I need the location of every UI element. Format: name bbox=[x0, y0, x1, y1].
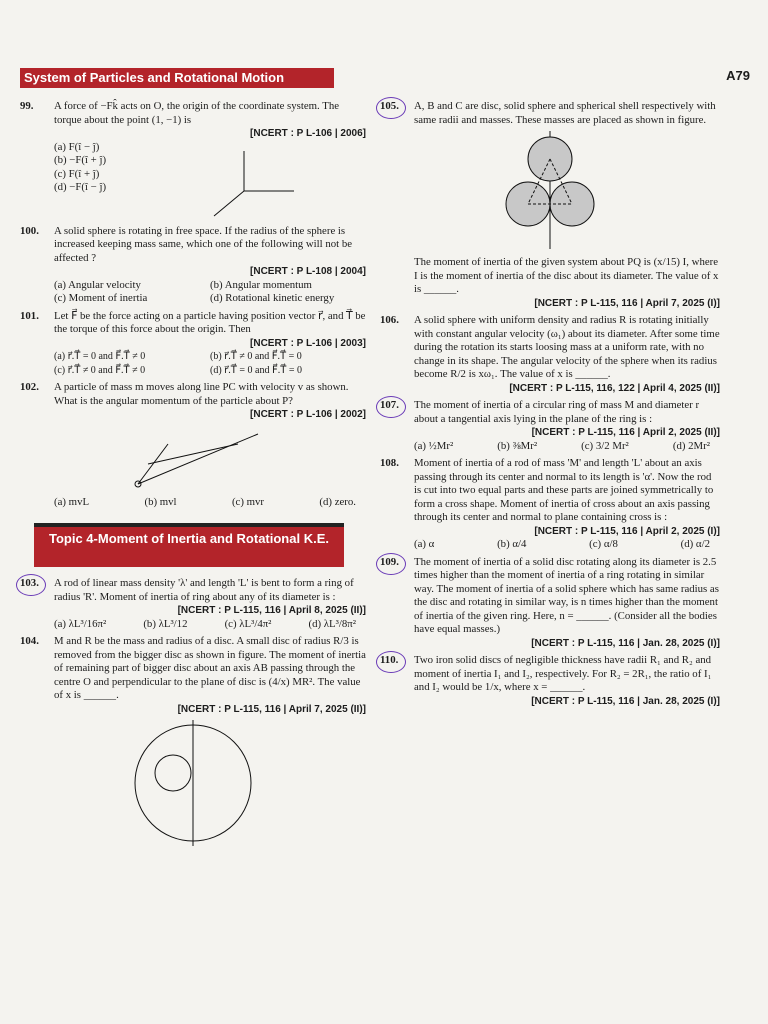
question-text: M and R be the mass and radius of a disc. A small disc of radius R/3 is removed from the bigger disc as shown in figure. The moment of inertia of remaining part of bigger disc about an axis AB passing through the centre O and perpendicular to the plane of disc is (4/x) MR². The value of x is ______. bbox=[54, 635, 366, 701]
question-text: A particle of mass m moves along line PC with velocity v as shown. What is the angular momentum of the particle about P? bbox=[54, 381, 349, 407]
option-b: (b) mvl bbox=[144, 495, 177, 508]
question-number: 109. bbox=[380, 555, 399, 568]
reference: [NCERT : P L-106 | 2006] bbox=[250, 128, 366, 139]
question-text: Two iron solid discs of negligible thickness have radii R₁ and R₂ and moment of inertia I₁ and I₂, respectively. For R₂ = 2R₁, the ratio of I₁ and I₂ would be 1/x, where x = ______. bbox=[414, 654, 712, 693]
question-101 bbox=[20, 310, 366, 378]
reference: [NCERT : P L-115, 116 | April 7, 2025 (I)] bbox=[534, 297, 720, 309]
question-number: 101. bbox=[20, 309, 39, 322]
reference: [NCERT : P L-106 | 2002] bbox=[250, 409, 366, 420]
option-c: (c) F(î + ĵ) bbox=[54, 167, 100, 180]
line-pc-figure bbox=[118, 424, 268, 494]
option-d: (d) zero. bbox=[319, 495, 356, 508]
question-text: Let F⃗ be the force acting on a particle having position vector r⃗, and T⃗ be the torque of this force about the origin. Then bbox=[54, 309, 366, 335]
question-number: 100. bbox=[20, 224, 39, 237]
question-99 bbox=[20, 100, 366, 221]
option-d: (d) −F(î − ĵ) bbox=[54, 181, 107, 193]
page-header bbox=[20, 68, 750, 90]
right-column bbox=[380, 100, 720, 712]
option-c: (c) 3/2 Mr² bbox=[581, 439, 629, 452]
option-d: (d) 2Mr² bbox=[672, 439, 710, 452]
option-a: (a) Angular velocity bbox=[54, 278, 141, 291]
option-c: (c) Moment of inertia bbox=[54, 292, 148, 304]
question-text: A force of −Fk̂ acts on O, the origin of the coordinate system. The torque about the point (1, −1) is bbox=[54, 100, 340, 126]
question-103 bbox=[20, 577, 366, 631]
option-d: (d) r⃗.T⃗ = 0 and F⃗.T⃗ = 0 bbox=[210, 364, 302, 376]
disc-figure bbox=[118, 718, 268, 848]
question-text: A, B and C are disc, solid sphere and spherical shell respectively with same radii and masses. These masses are placed as shown in figure. bbox=[414, 100, 716, 126]
question-number: 107. bbox=[380, 399, 399, 411]
axes-figure bbox=[204, 141, 314, 221]
question-102 bbox=[20, 381, 366, 509]
option-b: (b) ⅜Mr² bbox=[497, 439, 538, 452]
option-d: (d) α/2 bbox=[680, 538, 710, 550]
question-text: The moment of inertia of a circular ring of mass M and diameter r about a tangential axis lying in the plane of the ring is : bbox=[414, 399, 700, 425]
topic-heading: Topic 4-Moment of Inertia and Rotational K.E. bbox=[34, 523, 344, 567]
question-109 bbox=[380, 556, 720, 651]
reference: [NCERT : P L-115, 116, 122 | April 4, 2025 (II)] bbox=[509, 382, 720, 394]
question-text: A rod of linear mass density 'λ' and length 'L' is bent to form a ring of radius 'R'. Moment of inertia of ring about any of its diameter is : bbox=[54, 577, 354, 603]
question-text-continued: The moment of inertia of the given system about PQ is (x/15) I, where I is the moment of inertia of the disc about its diameter. The value of x is ______. bbox=[414, 256, 719, 295]
page-number: A79 bbox=[726, 68, 750, 83]
option-a: (a) F(î − ĵ) bbox=[54, 140, 100, 153]
reference: [NCERT : P L-115, 116 | April 2, 2025 (II)] bbox=[531, 427, 720, 438]
question-text: Moment of inertia of a rod of mass 'M' and length 'L' about an axis passing through its center and normal to its length is 'α'. Now the rod is cut into two equal parts and these parts are joined symmetrically to form a cross shape. Moment of inertia of cross about an axis passing through its center and normal to plane containing cross is : bbox=[414, 457, 714, 523]
reference: [NCERT : P L-108 | 2004] bbox=[250, 266, 366, 277]
option-d: (d) Rotational kinetic energy bbox=[210, 292, 335, 304]
option-b: (b) λL³/12 bbox=[143, 617, 188, 630]
option-b: (b) α/4 bbox=[497, 538, 527, 550]
option-c: (c) λL³/4π² bbox=[224, 617, 272, 630]
option-c: (c) α/8 bbox=[589, 538, 618, 550]
question-text: A solid sphere is rotating in free space. If the radius of the sphere is increased keeping mass same, which one of the following will not be affected ? bbox=[54, 224, 353, 264]
reference: [NCERT : P L-115, 116 | April 2, 2025 (I)] bbox=[534, 525, 720, 537]
reference: [NCERT : P L-115, 116 | Jan. 28, 2025 (I)] bbox=[531, 695, 720, 707]
option-a: (a) mvL bbox=[54, 495, 90, 508]
question-110 bbox=[380, 654, 720, 708]
question-number: 103. bbox=[20, 577, 39, 589]
question-number: 104. bbox=[20, 635, 39, 647]
left-column bbox=[20, 100, 366, 852]
reference: [NCERT : P L-115, 116 | April 8, 2025 (II)] bbox=[177, 605, 366, 616]
option-b: (b) r⃗.T⃗ ≠ 0 and F⃗.T⃗ = 0 bbox=[210, 351, 302, 362]
question-number: 102. bbox=[20, 381, 39, 393]
question-104 bbox=[20, 635, 366, 848]
question-107 bbox=[380, 399, 720, 453]
question-text: The moment of inertia of a solid disc rotating along its diameter is 2.5 times higher than the moment of inertia of a ring rotating in similar way. The moment of inertia of a solid sphere which has same radius as the disc and rotating in similar way, is n times higher than the moment of inertia of the given ring. Here, n = ______. (Consider all the bodies have equal masses.) bbox=[414, 555, 719, 635]
question-number: 99. bbox=[20, 100, 34, 112]
option-b: (b) Angular momentum bbox=[210, 278, 312, 291]
option-d: (d) λL³/8π² bbox=[308, 617, 356, 630]
option-b: (b) −F(î + ĵ) bbox=[54, 154, 107, 166]
question-number: 106. bbox=[380, 314, 399, 326]
question-105 bbox=[380, 100, 720, 310]
question-106 bbox=[380, 314, 720, 395]
question-100 bbox=[20, 225, 366, 306]
option-c: (c) mvr bbox=[231, 495, 265, 508]
chapter-title: System of Particles and Rotational Motion bbox=[20, 68, 334, 88]
question-text: A solid sphere with uniform density and radius R is rotating initially with constant angular velocity (ω₁) about its diameter. After some time during the rotation its starts loosing mass at a uniform rate, with no change in its shape. The angular velocity of the sphere when its radius become R/2 is xω₁. The value of x is ______. bbox=[414, 314, 720, 380]
option-c: (c) r⃗.T⃗ ≠ 0 and F⃗.T⃗ ≠ 0 bbox=[54, 364, 146, 376]
question-number: 108. bbox=[380, 457, 399, 469]
three-spheres-figure bbox=[490, 129, 610, 254]
question-number: 105. bbox=[380, 100, 399, 112]
reference: [NCERT : P L-115, 116 | Jan. 28, 2025 (I)] bbox=[531, 637, 720, 649]
option-a: (a) r⃗.T⃗ = 0 and F⃗.T⃗ ≠ 0 bbox=[54, 351, 146, 362]
option-a: (a) ½Mr² bbox=[414, 439, 454, 452]
question-number: 110. bbox=[380, 654, 399, 666]
option-a: (a) λL³/16π² bbox=[54, 617, 107, 630]
reference: [NCERT : P L-115, 116 | April 7, 2025 (II)] bbox=[177, 703, 366, 715]
question-108 bbox=[380, 457, 720, 552]
reference: [NCERT : P L-106 | 2003] bbox=[250, 337, 366, 349]
option-a: (a) α bbox=[414, 538, 435, 550]
